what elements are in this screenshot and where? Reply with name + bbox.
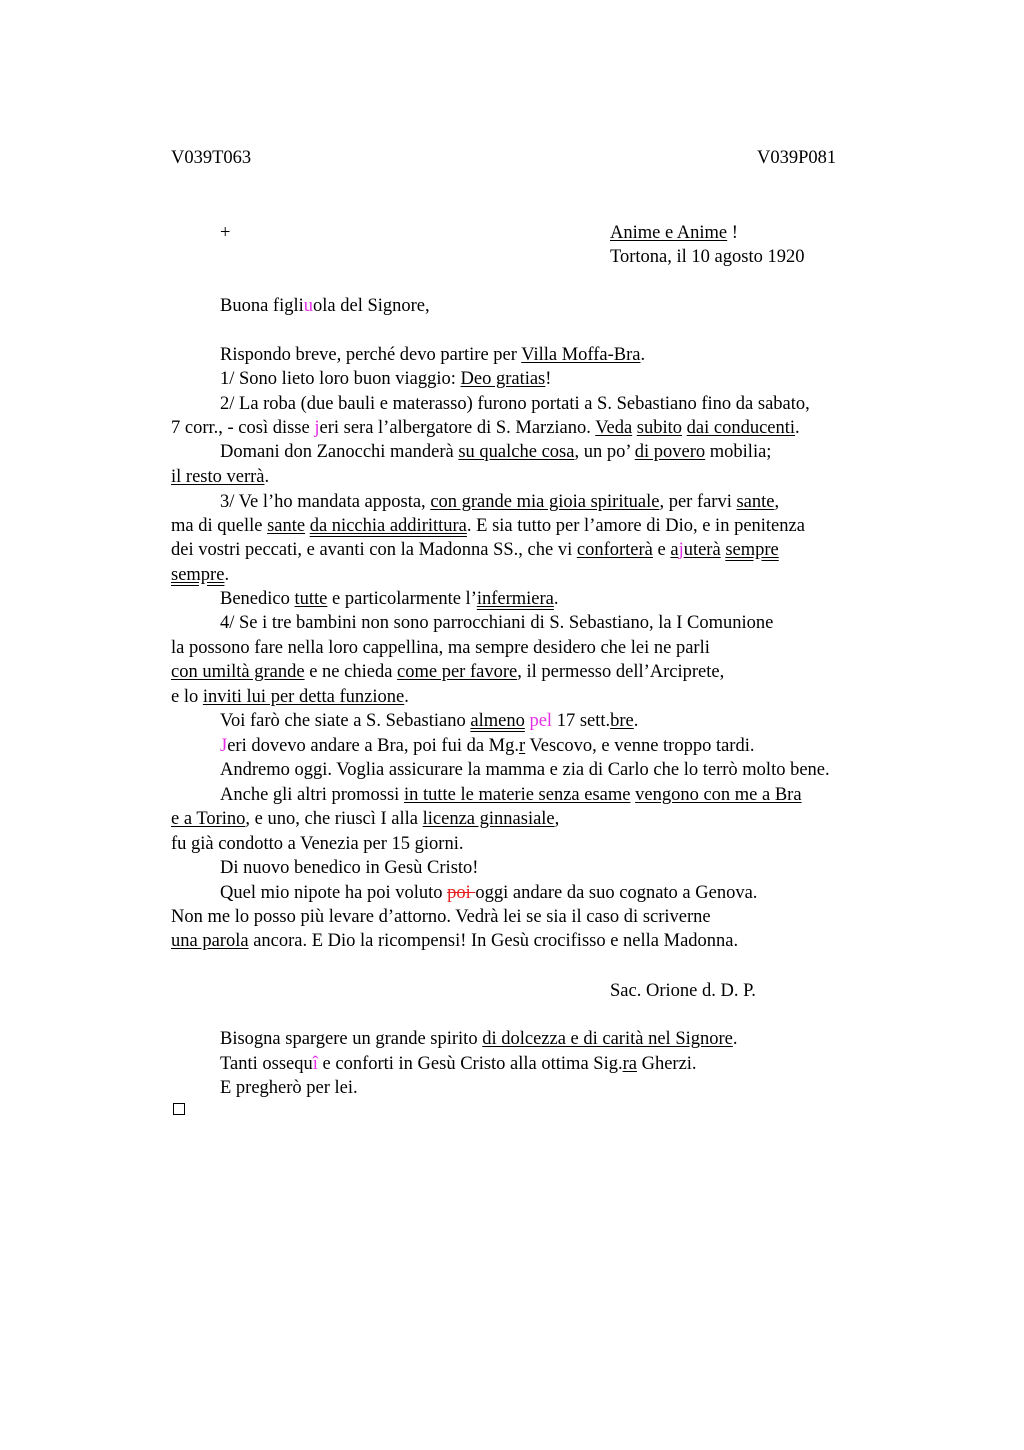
point-3-line-2: ma di quelle sante da nicchia addirittura. E sia tutto per l’amore di Dio, e in penitenza xyxy=(171,516,805,536)
oggi-line: Andremo oggi. Voglia assicurare la mamma e zia di Carlo che lo terrò molto bene. xyxy=(220,760,830,780)
cross-mark: + xyxy=(220,223,231,243)
point-2-line-3: Domani don Zanocchi manderà su qualche cosa, un po’ di povero mobilia; xyxy=(220,442,772,462)
blessing-line: Benedico tutte e particolarmente l’infermiera. xyxy=(220,589,559,609)
promossi-line-2: e a Torino, e uno, che riuscì I alla licenza ginnasiale, xyxy=(171,809,560,829)
postscript-line-2: Tanti ossequî e conforti in Gesù Cristo alla ottima Sig.ra Gherzi. xyxy=(220,1054,697,1074)
point-3-line-4: sempre. xyxy=(171,565,230,585)
point-2-line-4: il resto verrà. xyxy=(171,467,270,487)
point-2-line-1: 2/ La roba (due bauli e materasso) furono portati a S. Sebastiano fino da sabato, xyxy=(220,394,810,414)
blessing-again: Di nuovo benedico in Gesù Cristo! xyxy=(220,858,479,878)
document-code-right: V039P081 xyxy=(757,148,837,168)
signature: Sac. Orione d. D. P. xyxy=(610,981,756,1001)
point-4-line-3: con umiltà grande e ne chieda come per favore, il permesso dell’Arciprete, xyxy=(171,662,725,682)
nipote-line-2: Non me lo posso più levare d’attorno. Vedrà lei se sia il caso di scriverne xyxy=(171,907,711,927)
postscript-line-3: E pregherò per lei. xyxy=(220,1078,358,1098)
nipote-line-1: Quel mio nipote ha poi voluto poi oggi andare da suo cognato a Genova. xyxy=(220,883,758,903)
point-4-line-2: la possono fare nella loro cappellina, ma sempre desidero che lei ne parli xyxy=(171,638,710,658)
promossi-line-3: fu già condotto a Venezia per 15 giorni. xyxy=(171,834,464,854)
salutation: Buona figliuola del Signore, xyxy=(220,296,430,316)
motto: Anime e Anime ! xyxy=(610,223,738,243)
point-1: 1/ Sono lieto loro buon viaggio: Deo gratias! xyxy=(220,369,552,389)
dateline: Tortona, il 10 agosto 1920 xyxy=(610,247,805,267)
document-code-left: V039T063 xyxy=(171,148,252,168)
promossi-line-1: Anche gli altri promossi in tutte le materie senza esame vengono con me a Bra xyxy=(220,785,802,805)
point-4-line-1: 4/ Se i tre bambini non sono parrocchiani di S. Sebastiano, la I Comunione xyxy=(220,613,774,633)
point-3-line-1: 3/ Ve l’ho mandata apposta, con grande mia gioia spirituale, per farvi sante, xyxy=(220,492,780,512)
september-line: Voi farò che siate a S. Sebastiano almeno pel 17 sett.bre. xyxy=(220,711,639,731)
paragraph-intro: Rispondo breve, perché devo partire per Villa Moffa-Bra. xyxy=(220,345,646,365)
postscript-line-1: Bisogna spargere un grande spirito di dolcezza e di carità nel Signore. xyxy=(220,1029,738,1049)
bra-line: Jeri dovevo andare a Bra, poi fui da Mg.r Vescovo, e venne troppo tardi. xyxy=(220,736,755,756)
point-4-line-4: e lo inviti lui per detta funzione. xyxy=(171,687,409,707)
end-marker-box xyxy=(173,1103,185,1115)
nipote-line-3: una parola ancora. E Dio la ricompensi! In Gesù crocifisso e nella Madonna. xyxy=(171,931,739,951)
point-2-line-2: 7 corr., - così disse jeri sera l’albergatore di S. Marziano. Veda subito dai conducenti. xyxy=(171,418,800,438)
point-3-line-3: dei vostri peccati, e avanti con la Madonna SS., che vi conforterà e ajuterà sempre xyxy=(171,540,779,560)
